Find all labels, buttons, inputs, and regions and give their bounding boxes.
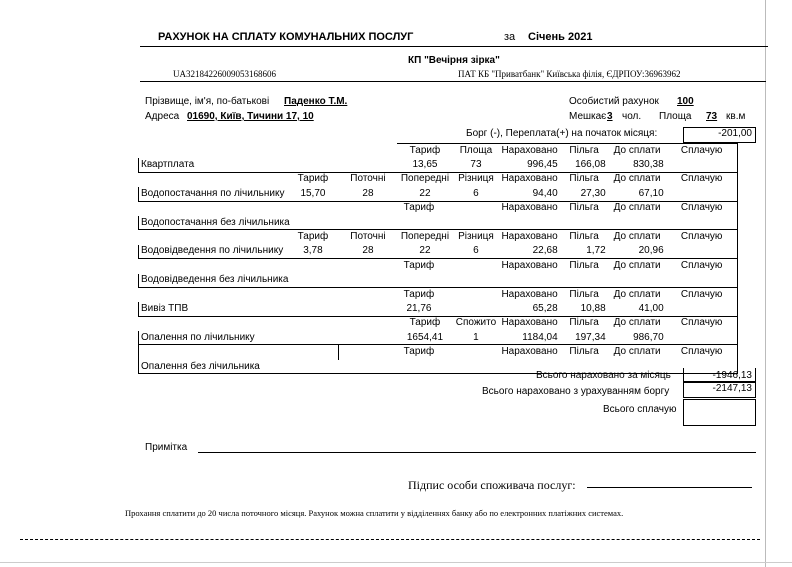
water-nometer-row	[139, 215, 738, 229]
heat-meter-benefit: 197,34	[560, 331, 608, 345]
benefit-header: Пільга	[560, 316, 608, 330]
account-number: 100	[677, 96, 694, 107]
company-name: КП "Вечірня зірка"	[408, 55, 500, 66]
paid-header: Сплачую	[666, 201, 737, 215]
total-month-label: Всього нараховано за місяць	[536, 370, 671, 381]
waste-tariff: 21,76	[339, 302, 499, 316]
residents-label: Мешкає	[569, 111, 607, 122]
rent-accrued: 996,45	[499, 158, 560, 172]
accrued-header: Нараховано	[499, 230, 560, 244]
residents-value: 3	[607, 111, 613, 122]
water-nometer-header-row	[139, 201, 738, 215]
address-value: 01690, Київ, Тичини 17, 10	[187, 111, 314, 122]
rent-name: Квартплата	[139, 158, 397, 172]
drain-nometer-row	[139, 273, 738, 287]
benefit-header: Пільга	[560, 172, 608, 186]
drain-nometer-header-row	[139, 259, 738, 273]
previous-header: Попередні	[397, 172, 453, 186]
person-name: Паденко Т.М.	[284, 96, 348, 107]
rent-paid-cell[interactable]	[666, 158, 737, 172]
total-paid-input[interactable]	[683, 399, 756, 426]
drain-meter-accrued: 22,68	[499, 244, 560, 258]
tariff-header: Тариф	[397, 316, 453, 330]
water-nometer-paid-cell[interactable]	[666, 215, 737, 229]
area-header: Площа	[453, 144, 499, 158]
heat-nometer-header-row	[139, 345, 738, 359]
water-meter-paid-cell[interactable]	[666, 187, 737, 201]
waste-row	[139, 302, 738, 316]
period: Січень 2021	[528, 31, 593, 43]
area-label: Площа	[659, 111, 692, 122]
water-meter-header-row	[139, 172, 738, 186]
page-frame-bottom	[0, 562, 792, 563]
signature-label: Підпис особи споживача послуг:	[408, 478, 576, 492]
tariff-header: Тариф	[339, 345, 499, 359]
company-rule	[140, 81, 766, 82]
tariff-header: Тариф	[339, 259, 499, 273]
accrued-header: Нараховано	[499, 345, 560, 359]
current-header: Поточні	[339, 172, 397, 186]
heat-meter-accrued: 1184,04	[499, 331, 560, 345]
rent-tariff: 13,65	[397, 158, 453, 172]
residents-unit: чол.	[622, 111, 642, 122]
drain-meter-name: Водовідведення по лічильнику	[139, 244, 287, 258]
name-label: Прізвище, ім'я, по-батькові	[145, 96, 270, 107]
tariff-header: Тариф	[287, 172, 339, 186]
header-rule	[140, 46, 768, 47]
total-month-value: -1946,13	[712, 370, 752, 381]
cut-line	[20, 539, 760, 540]
water-meter-current: 28	[339, 187, 397, 201]
heat-meter-row	[139, 331, 738, 345]
water-meter-benefit: 27,30	[560, 187, 608, 201]
debt-value: -201,00	[718, 128, 752, 139]
paid-header: Сплачую	[666, 230, 737, 244]
paid-header: Сплачую	[666, 259, 737, 273]
waste-name: Вивіз ТПВ	[139, 302, 339, 316]
rent-row	[139, 158, 738, 172]
area-unit: кв.м	[726, 111, 746, 122]
paid-header: Сплачую	[666, 144, 737, 158]
difference-header: Різниця	[453, 172, 499, 186]
account-label: Особистий рахунок	[569, 96, 659, 107]
heat-meter-tariff: 1654,41	[397, 331, 453, 345]
benefit-header: Пільга	[560, 287, 608, 301]
heat-nometer-name: Опалення без лічильника	[139, 359, 339, 373]
address-label: Адреса	[145, 111, 180, 122]
debt-label: Борг (-), Переплата(+) на початок місяця:	[466, 128, 658, 139]
drain-meter-paid-cell[interactable]	[666, 244, 737, 258]
water-meter-name: Водопостачання по лічильнику	[139, 187, 287, 201]
consumed-header: Спожито	[453, 316, 499, 330]
to-pay-header: До сплати	[608, 287, 666, 301]
tariff-header: Тариф	[339, 287, 499, 301]
note-line[interactable]	[198, 452, 756, 453]
difference-header: Різниця	[453, 230, 499, 244]
drain-nometer-name: Водовідведення без лічильника	[139, 273, 339, 287]
paid-header: Сплачую	[666, 172, 737, 186]
area-value: 73	[706, 111, 718, 122]
heat-meter-consumed: 1	[453, 331, 499, 345]
benefit-header: Пільга	[560, 259, 608, 273]
drain-meter-current: 28	[339, 244, 397, 258]
benefit-header: Пільга	[560, 201, 608, 215]
tariff-header: Тариф	[397, 144, 453, 158]
benefit-header: Пільга	[560, 230, 608, 244]
total-debt-value: -2147,13	[712, 383, 752, 394]
to-pay-header: До сплати	[608, 201, 666, 215]
iban: UA32184226009053168606	[173, 69, 276, 79]
rent-to-pay: 830,38	[608, 158, 666, 172]
signature-line[interactable]	[587, 487, 752, 488]
invoice-title: РАХУНОК НА СПЛАТУ КОМУНАЛЬНИХ ПОСЛУГ	[158, 31, 414, 43]
to-pay-header: До сплати	[608, 259, 666, 273]
payment-notice: Прохання сплатити до 20 числа поточного місяця. Рахунок можна сплатити у відділеннях банку або по електронних платіжних системах.	[125, 508, 624, 518]
rent-header-row	[139, 144, 738, 158]
paid-header: Сплачую	[666, 287, 737, 301]
current-header: Поточні	[339, 230, 397, 244]
to-pay-header: До сплати	[608, 172, 666, 186]
accrued-header: Нараховано	[499, 259, 560, 273]
drain-nometer-paid-cell[interactable]	[666, 273, 737, 287]
to-pay-header: До сплати	[608, 345, 666, 359]
charges-table	[138, 143, 738, 374]
accrued-header: Нараховано	[499, 316, 560, 330]
drain-meter-row	[139, 244, 738, 258]
rent-benefit: 166,08	[560, 158, 608, 172]
paid-header: Сплачую	[666, 345, 737, 359]
heat-meter-name: Опалення по лічильнику	[139, 331, 397, 345]
tariff-header: Тариф	[287, 230, 339, 244]
to-pay-header: До сплати	[608, 316, 666, 330]
waste-accrued: 65,28	[499, 302, 560, 316]
page-frame-right	[765, 0, 766, 567]
water-meter-tariff: 15,70	[287, 187, 339, 201]
benefit-header: Пільга	[560, 345, 608, 359]
tariff-header: Тариф	[339, 201, 499, 215]
drain-meter-header-row	[139, 230, 738, 244]
previous-header: Попередні	[397, 230, 453, 244]
drain-meter-tariff: 3,78	[287, 244, 339, 258]
water-meter-row	[139, 187, 738, 201]
accrued-header: Нараховано	[499, 201, 560, 215]
bank-details: ПАТ КБ "Приватбанк" Київська філія, ЄДРПОУ:36963962	[458, 69, 681, 79]
drain-meter-difference: 6	[453, 244, 499, 258]
waste-benefit: 10,88	[560, 302, 608, 316]
benefit-header: Пільга	[560, 144, 608, 158]
rent-area: 73	[453, 158, 499, 172]
drain-meter-previous: 22	[397, 244, 453, 258]
to-pay-header: До сплати	[608, 144, 666, 158]
total-paid-label: Всього сплачую	[603, 404, 677, 415]
to-pay-header: До сплати	[608, 230, 666, 244]
paid-header: Сплачую	[666, 316, 737, 330]
drain-meter-to-pay: 20,96	[608, 244, 666, 258]
waste-paid-cell[interactable]	[666, 302, 737, 316]
note-label: Примітка	[145, 442, 188, 453]
water-meter-difference: 6	[453, 187, 499, 201]
accrued-header: Нараховано	[499, 144, 560, 158]
water-meter-previous: 22	[397, 187, 453, 201]
heat-meter-paid-cell[interactable]	[666, 331, 737, 345]
heat-meter-header-row	[139, 316, 738, 330]
water-nometer-name: Водопостачання без лічильника	[139, 215, 339, 229]
period-prefix: за	[504, 31, 516, 43]
total-debt-label: Всього нараховано з урахуванням боргу	[482, 386, 670, 397]
accrued-header: Нараховано	[499, 287, 560, 301]
waste-to-pay: 41,00	[608, 302, 666, 316]
accrued-header: Нараховано	[499, 172, 560, 186]
heat-meter-to-pay: 986,70	[608, 331, 666, 345]
water-meter-to-pay: 67,10	[608, 187, 666, 201]
drain-meter-benefit: 1,72	[560, 244, 608, 258]
waste-header-row	[139, 287, 738, 301]
water-meter-accrued: 94,40	[499, 187, 560, 201]
